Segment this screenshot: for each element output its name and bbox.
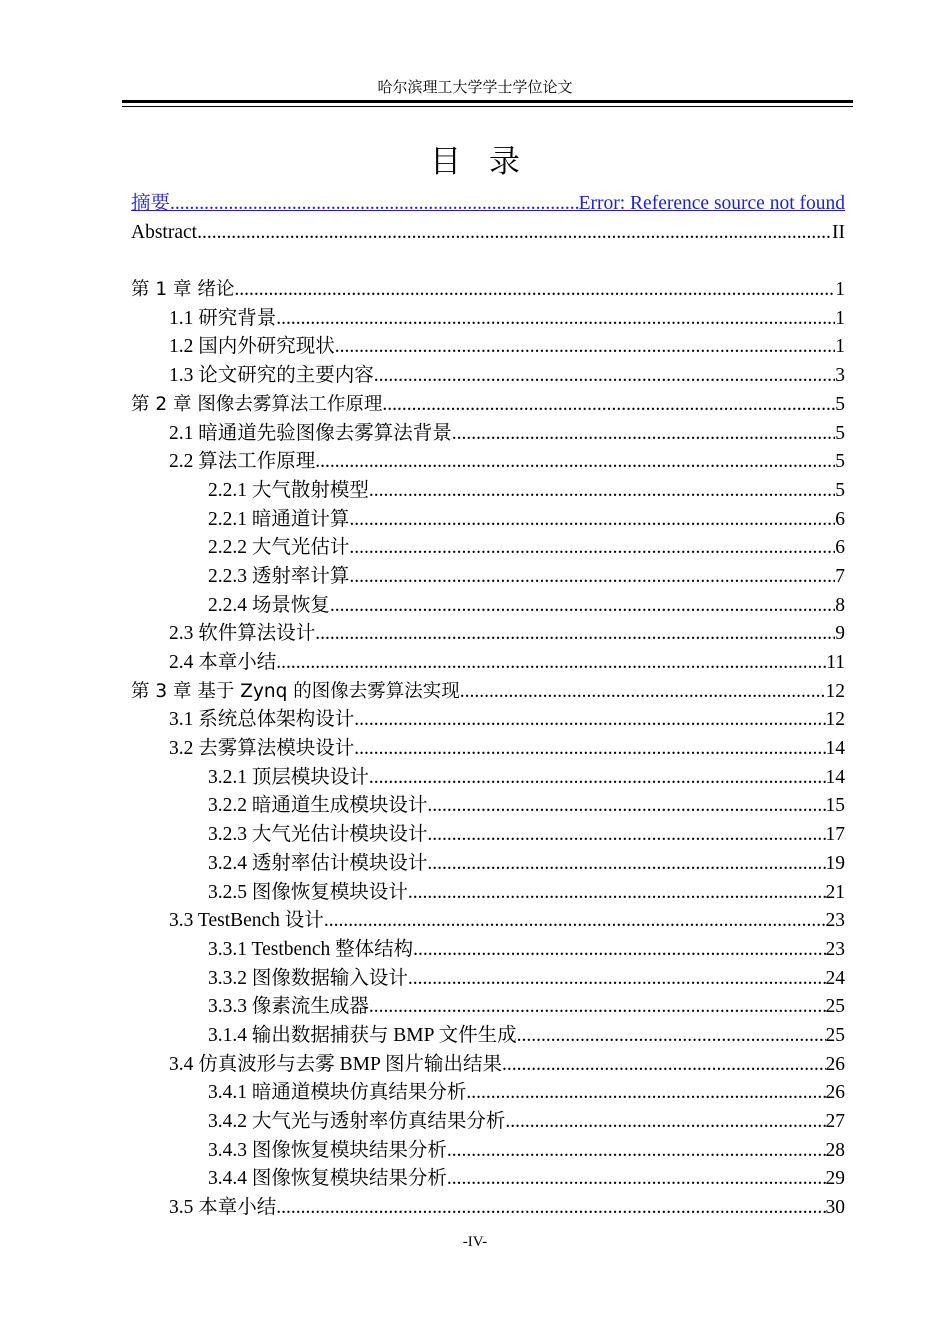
toc-dot-leader xyxy=(197,219,832,248)
toc-chapter-entry[interactable] xyxy=(131,276,845,305)
toc-page-number: 5 xyxy=(835,422,845,444)
toc-page-number: 6 xyxy=(835,537,845,559)
toc-entry-title: 3.3 TestBench 设计 xyxy=(169,910,324,932)
toc-entry-title: 2.2.1 大气散射模型 xyxy=(208,479,369,501)
toc-page-number: 11 xyxy=(826,652,845,673)
toc-dot-leader xyxy=(369,477,835,506)
running-head: 哈尔滨理工大学学士学位论文 xyxy=(377,80,573,96)
toc-entry-title: 3.3.1 Testbench 整体结构 xyxy=(208,938,414,960)
toc-entry[interactable] xyxy=(131,219,845,248)
toc-entry-title: Abstract xyxy=(131,221,198,243)
toc-page-number: 12 xyxy=(825,680,845,702)
toc-entry[interactable] xyxy=(131,506,845,535)
toc-entry-title: 3.4.2 大气光与透射率仿真结果分析 xyxy=(208,1111,506,1132)
toc-entry-title: 3.2.5 图像恢复模块设计 xyxy=(208,881,408,903)
toc-entry-title: 3.1.4 输出数据捕获与 BMP 文件生成 xyxy=(208,1024,517,1046)
toc-entry[interactable] xyxy=(131,850,845,879)
toc-page-number: 28 xyxy=(825,1139,845,1161)
toc-dot-leader xyxy=(382,391,835,420)
toc-page-number: 5 xyxy=(835,451,845,473)
toc-dot-leader xyxy=(170,190,579,219)
toc-entry[interactable] xyxy=(131,792,845,821)
toc-page-number: 26 xyxy=(825,1053,845,1075)
toc-dot-leader xyxy=(369,993,826,1022)
toc-dot-leader xyxy=(408,965,826,994)
toc-entry-title: 3.4.3 图像恢复模块结果分析 xyxy=(208,1139,447,1161)
toc-entry[interactable] xyxy=(131,563,845,592)
toc-entry-title: 摘要 xyxy=(131,193,171,214)
toc-page-number: 7 xyxy=(835,565,845,587)
toc-page-number: Error: Reference source not found xyxy=(578,193,845,214)
toc-entry[interactable] xyxy=(131,965,845,994)
toc-page-number: 25 xyxy=(825,996,845,1018)
toc-entry-title: 3.2.2 暗通道生成模块设计 xyxy=(208,795,428,817)
toc-entry[interactable] xyxy=(131,735,845,764)
toc-dot-leader xyxy=(374,362,835,391)
toc-dot-leader xyxy=(276,1194,825,1223)
toc-dot-leader xyxy=(427,792,825,821)
toc-entry-title: 1.3 论文研究的主要内容 xyxy=(169,365,374,387)
toc-entry-title: 3.4.4 图像恢复模块结果分析 xyxy=(208,1168,447,1190)
toc-entry[interactable] xyxy=(131,333,845,362)
toc-page-number: 12 xyxy=(825,709,845,731)
toc-entry[interactable] xyxy=(131,764,845,793)
toc-page-number: II xyxy=(832,221,845,243)
toc-entry-title: 3.1 系统总体架构设计 xyxy=(169,709,355,731)
toc-entry[interactable] xyxy=(131,305,845,334)
toc-entry-title: 2.2 算法工作原理 xyxy=(169,451,316,473)
toc-entry-title: 1.2 国内外研究现状 xyxy=(169,336,335,358)
toc-dot-leader xyxy=(447,1137,826,1166)
toc-dot-leader xyxy=(354,735,825,764)
toc-page-number: 25 xyxy=(825,1024,845,1046)
toc-page-number: 1 xyxy=(835,307,845,329)
toc-entry-title: 2.2.4 场景恢复 xyxy=(208,594,330,616)
toc-entry[interactable] xyxy=(131,448,845,477)
toc-dot-leader xyxy=(349,534,835,563)
toc-dot-leader xyxy=(349,506,835,535)
toc-entry-title: 3.3.3 像素流生成器 xyxy=(208,996,369,1018)
toc-dot-leader xyxy=(330,592,835,621)
toc-dot-leader xyxy=(452,420,835,449)
toc-page-number: 26 xyxy=(825,1082,845,1104)
toc-entry-title: 3.2.4 透射率估计模块设计 xyxy=(208,852,428,874)
toc-entry-title: 3.4 仿真波形与去雾 BMP 图片输出结果 xyxy=(169,1053,502,1075)
toc-entry[interactable] xyxy=(131,649,845,678)
toc-page-number: 5 xyxy=(835,479,845,501)
toc-entry-title: 2.2.2 大气光估计 xyxy=(208,537,350,559)
toc-entry[interactable] xyxy=(131,534,845,563)
toc-dot-leader xyxy=(517,1022,826,1051)
toc-entry[interactable] xyxy=(131,907,845,936)
toc-dot-leader xyxy=(234,276,835,305)
toc-entry[interactable] xyxy=(131,1022,845,1051)
toc-entry-title: 3.2.3 大气光估计模块设计 xyxy=(208,824,428,846)
toc-entry[interactable] xyxy=(131,190,845,219)
toc-entry[interactable] xyxy=(131,1137,845,1166)
toc-dot-leader xyxy=(349,563,835,592)
toc-title: 目录 xyxy=(430,144,548,180)
toc-dot-leader xyxy=(447,1165,826,1194)
toc-page-number: 1 xyxy=(835,336,845,358)
toc-page-number: 21 xyxy=(825,881,845,903)
toc-entry[interactable] xyxy=(131,1079,845,1108)
toc-dot-leader xyxy=(408,879,826,908)
toc-page-number: 14 xyxy=(825,738,845,760)
toc-dot-leader xyxy=(466,1079,825,1108)
toc-page-number: 15 xyxy=(825,795,845,817)
toc-dot-leader xyxy=(427,850,825,879)
toc-dot-leader xyxy=(460,678,826,707)
toc-page-number: 27 xyxy=(825,1111,845,1132)
toc-entry-title: 2.2.1 暗通道计算 xyxy=(208,508,350,530)
toc-dot-leader xyxy=(315,448,835,477)
toc-entry-title: 3.4.1 暗通道模块仿真结果分析 xyxy=(208,1082,467,1104)
toc-entry[interactable] xyxy=(131,993,845,1022)
toc-entry-title: 2.3 软件算法设计 xyxy=(169,623,316,645)
header-rule xyxy=(122,100,853,107)
toc-dot-leader xyxy=(315,620,835,649)
toc-page-number: 23 xyxy=(825,910,845,932)
toc-page-number: 19 xyxy=(825,852,845,874)
toc-chapter-entry[interactable] xyxy=(131,391,845,420)
toc-page-number: 8 xyxy=(835,594,845,616)
toc-dot-leader xyxy=(276,305,835,334)
toc-entry[interactable] xyxy=(131,477,845,506)
toc-entry-title: 3.2.1 顶层模块设计 xyxy=(208,766,369,788)
toc-chapter-entry[interactable] xyxy=(131,678,845,707)
toc-page-number: 14 xyxy=(825,766,845,788)
toc-entry[interactable] xyxy=(131,706,845,735)
table-of-contents xyxy=(131,190,845,1223)
toc-dot-leader xyxy=(413,936,825,965)
toc-entry-title: 第 2 章 图像去雾算法工作原理 xyxy=(131,393,383,415)
toc-entry-title: 3.5 本章小结 xyxy=(169,1197,277,1219)
toc-page-number: 9 xyxy=(835,623,845,645)
toc-dot-leader xyxy=(276,649,826,678)
toc-entry[interactable] xyxy=(131,821,845,850)
toc-dot-leader xyxy=(427,821,825,850)
toc-dot-leader xyxy=(505,1108,825,1137)
toc-entry[interactable] xyxy=(131,1194,845,1223)
toc-entry-title: 3.2 去雾算法模块设计 xyxy=(169,738,355,760)
toc-page-number: 24 xyxy=(825,967,845,989)
toc-dot-leader xyxy=(369,764,826,793)
toc-page-number: 23 xyxy=(825,938,845,960)
toc-entry-title: 2.2.3 透射率计算 xyxy=(208,565,350,587)
toc-dot-leader xyxy=(335,333,835,362)
toc-entry-title: 第 3 章 基于 Zynq 的图像去雾算法实现 xyxy=(131,680,460,702)
toc-dot-leader xyxy=(324,907,826,936)
toc-page-number: 1 xyxy=(835,279,845,301)
toc-entry[interactable] xyxy=(131,879,845,908)
toc-page-number: 3 xyxy=(835,365,845,387)
toc-page-number: 5 xyxy=(835,393,845,415)
toc-entry[interactable] xyxy=(131,936,845,965)
toc-entry[interactable] xyxy=(131,1051,845,1080)
toc-entry-title: 3.3.2 图像数据输入设计 xyxy=(208,967,408,989)
toc-entry-title: 第 1 章 绪论 xyxy=(131,279,235,301)
toc-entry-title: 2.1 暗通道先验图像去雾算法背景 xyxy=(169,422,452,444)
toc-dot-leader xyxy=(354,706,825,735)
toc-entry[interactable] xyxy=(131,1108,845,1137)
toc-entry[interactable] xyxy=(131,1165,845,1194)
toc-entry[interactable] xyxy=(131,620,845,649)
page-number: -IV- xyxy=(462,1234,488,1250)
toc-entry[interactable] xyxy=(131,362,845,391)
toc-page-number: 17 xyxy=(825,824,845,846)
toc-entry[interactable] xyxy=(131,592,845,621)
toc-entry-title: 2.4 本章小结 xyxy=(169,652,277,673)
toc-page-number: 30 xyxy=(825,1197,845,1219)
toc-entry-title: 1.1 研究背景 xyxy=(169,307,277,329)
toc-page-number: 29 xyxy=(825,1168,845,1190)
toc-page-number: 6 xyxy=(835,508,845,530)
toc-dot-leader xyxy=(502,1051,826,1080)
toc-entry[interactable] xyxy=(131,420,845,449)
